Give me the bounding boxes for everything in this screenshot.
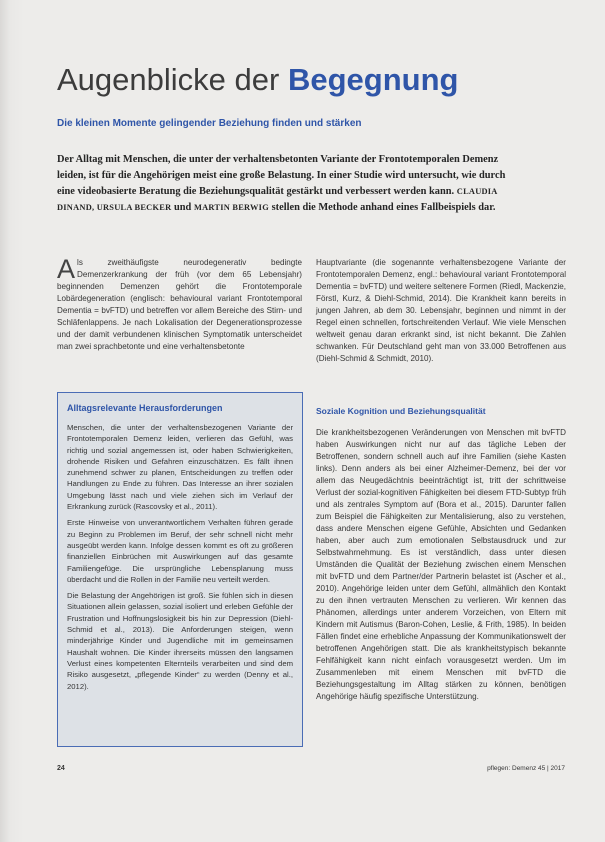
article-title bbox=[57, 62, 458, 98]
info-box-heading: Alltagsrelevante Herausforderungen bbox=[67, 403, 223, 413]
lead-text: Der Alltag mit Menschen, die unter der verhaltensbetonten Variante der Frontotemporalen Demenz leiden, ist für die Angehörigen meist eine große Belastung. In einer Studie wird untersucht, wie durch eine videobasierte Beratung die Beziehungsqualität gestärkt und verbessert werden kann. bbox=[57, 154, 506, 197]
info-box bbox=[57, 392, 303, 747]
left-column-intro bbox=[57, 254, 302, 353]
info-box-paragraph-3: Die Belastung der Angehörigen ist groß. Sie fühlen sich in diesen Situationen allein gelassen, sozial isoliert und erleben Gefühle der Frustration und Hoffnungslosigkeit bis hin zur Depression (Diehl-Schmid et al., 2013). Die Anforderungen steigen, wenn minderjährige Kinder und Jugendliche mit im gemeinsamen Haushalt wohnen. Die Kinder ihrerseits müssen den langsamen Verlust eines kompetenten Elternteils verarbeiten und sind dem Risiko ausgesetzt, „pflegende Kinder“ zu werden (Denny et al., 2012). bbox=[67, 591, 293, 691]
lead-authors-1: CLAUDIA DINAND, URSULA BECKER bbox=[57, 187, 498, 212]
publication-info: pflegen: Demenz 45 | 2017 bbox=[487, 765, 565, 772]
lead-closing: stellen die Methode anhand eines Fallbeispiels dar. bbox=[271, 202, 496, 213]
section-heading: Soziale Kognition und Beziehungsqualität bbox=[316, 406, 486, 416]
section-body: Die krankheitsbezogenen Veränderungen von Menschen mit bvFTD haben Auswirkungen nicht nur auf das tägliche Leben der Betroffenen, sondern schnell auch auf ihre Familien (siehe Kasten links). Denn anders als bei einer Alzheimer-Demenz, bei der vor allem das Neugedächtnis beeinträchtigt ist, tritt der schrittweise Verlust der sozial-kognitiven Fähigkeiten bei diesem FTD-Subtyp früh und als zentrales Symptom auf (Bora et al., 2015). Darunter fallen zum Beispiel die Fähigkeiten zur Mentalisierung, also zu verstehen, dass andere Menschen eigene Gefühle, Absichten und Gedanken haben, aber auch zum emotionalen Selbstausdruck und zur Selbstwahrnehmung. Es ist verständlich, dass unter diesen Umständen die Qualität der Beziehung zwischen einem Menschen mit bvFTD und dem Partner/der Partnerin belastet ist (Ascher et al., 2010). Angehörige leiden unter dem Gefühl, allmählich den Kontakt zu den ihnen vertrauten Menschen zu verlieren. Wir kennen das Phänomen, allerdings unter anderem Vorzeichen, von Eltern mit Kindern mit Autismus (Baron-Cohen, Leslie, & Frith, 1985). In beiden Fällen findet eine erhebliche Anpassung der Kommunikationswelt der betroffenen Angehörigen statt. Die als krankheitstypisch bekannte Fehlfähigkeit kann nicht einfach vorausgesetzt werden. Um im Zusammenleben mit einem Menschen mit bvFTD die Beziehungsgestaltung im Alltag stärken zu können, benötigen Angehörige häufig spezifische Unterstützung. bbox=[316, 428, 566, 701]
title-regular: Augenblicke der bbox=[57, 62, 280, 97]
lead-authors-2: MARTIN BERWIG bbox=[193, 203, 269, 212]
right-column-intro: Hauptvariante (die sogenannte verhaltensbezogene Variante der Frontotemporalen Demenz, engl.: behavioural variant Frontotemporal Dementia = bvFTD) und weitere seltenere Formen (Riedl, Mackenzie, Förstl, Kurz, & Diehl-Schmid, 2014). Die Krankheit kann bereits in jungen Jahren, ab dem 30. Lebensjahr, beginnen und nimmt in der Regel einen schnellen, fortschreitenden Verlauf. Wie viele Menschen weltweit genau daran erkrankt sind, ist nicht bekannt. Die Zahlen schwanken. Für Deutschland geht man von 33.000 Betroffenen aus (Diehl-Schmid & Schmidt, 2010). bbox=[316, 258, 566, 363]
article-subtitle: Die kleinen Momente gelingender Beziehung finden und stärken bbox=[57, 118, 362, 129]
info-box-paragraph-2: Erste Hinweise von unverantwortlichem Verhalten führen gerade zu Beginn zu Problemen im Beruf, der sehr schnell nicht mehr ausgeübt werden kann. Infolge dessen kommt es oft zu größeren finanziellen Einbrüchen mit Auswirkungen auf das gesamte Familiengefüge. Die ursprüngliche Lebensplanung muss überdacht und die Rollen in der Familie neu verteilt werden. bbox=[67, 518, 293, 584]
page-number: 24 bbox=[57, 765, 65, 772]
drop-cap: A bbox=[57, 254, 76, 284]
intro-text: ls zweithäufigste neurodegenerativ bedingte Demenzerkrankung der früh (vor dem 65 Lebensjahr) beginnenden Demenzen gehört die Frontotemporale Lobärdegeneration (englisch: behavioural variant Frontotemporal Dementia = bvFTD) und betreffen vor allem Bereiche des Stirn- und Schläfenlappens. Je nach Lokalisation der Degenerationsprozesse und der damit verbundenen klinischen Symptomatik unterscheidet man zwei sprachbetonte und eine verhaltensbetonte bbox=[57, 258, 302, 351]
lead-connector: und bbox=[173, 202, 192, 213]
info-box-paragraph-1: Menschen, die unter der verhaltensbezogenen Variante der Frontotemporalen Demenz leiden, verlieren das Gefühl, was richtig und sozial angemessen ist, oder haben Schwierigkeiten, drohende Risiken und Gefahren einzuschätzen. Es fällt ihnen zunehmend schwer zu planen, Entscheidungen zu treffen oder Handlungen zu Ende zu führen. Das Interesse an ihrer sozialen Umgebung lässt nach und viele ziehen sich im Verlauf der Erkrankung zurück (Rascovsky et al., 2011). bbox=[67, 423, 293, 512]
lead-paragraph bbox=[57, 152, 525, 216]
title-highlight: Begegnung bbox=[287, 62, 459, 97]
